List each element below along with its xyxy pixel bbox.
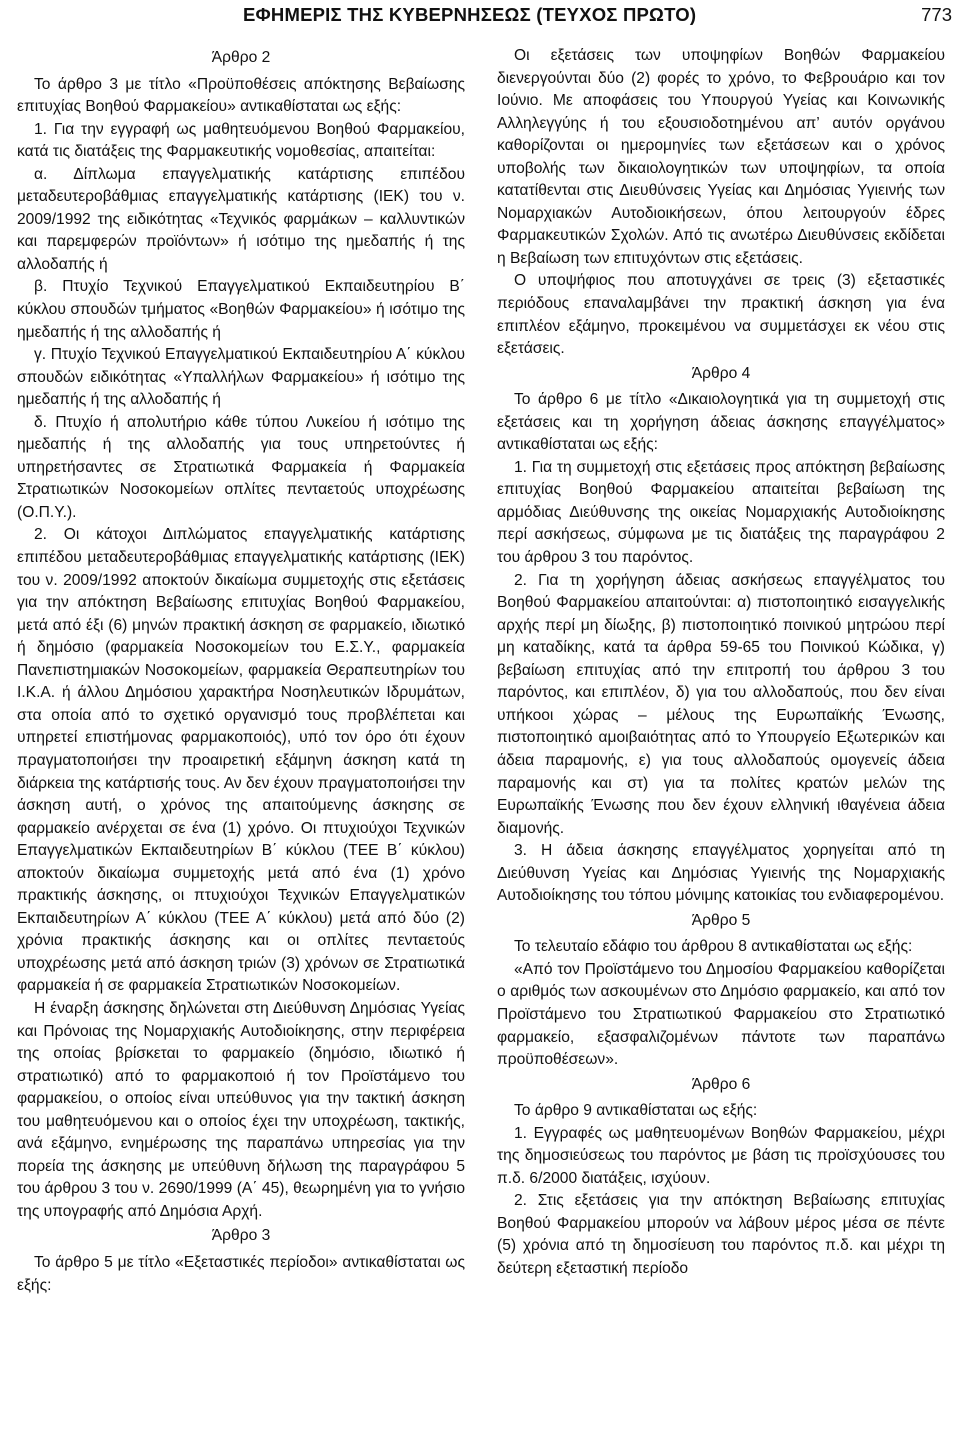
paragraph: Το άρθρο 9 αντικαθίσταται ως εξής: <box>514 1102 758 1120</box>
paragraph: Η έναρξη άσκησης δηλώνεται στη Διεύθυνση Δημόσιας Υγείας και Πρόνοιας της Νομαρχιακής Αυτοδιοίκησης, στην περιφέρεια της οποίας βρίσκεται το φαρμακείο (δημόσιο, ιδιωτικό ή στρατιωτικό) από το φαρμακοποιό ή τον Προϊστάμενο του φαρμακείου, ο οποίος είναι υπεύθυνος για την τακτική άσκηση του μαθητευόμενου και ο οποίος έχει την υποχρέωση, τακτικής, ανά εξάμηνο, ενημέρωσης της παραπάνω υπηρεσίας για την πορεία της άσκησης με υπεύθυνη δήλωση της παραγράφου 5 του άρθρου 3 του ν. 2690/1999 (Α΄ 45), θεωρημένη για το γνήσιο της υπογραφής από Δημόσια Αρχή. <box>17 999 465 1220</box>
right-column <box>497 45 945 1281</box>
paragraph: Το άρθρο 3 με τίτλο «Προϋποθέσεις απόκτησης Βεβαίωσης επιτυχίας Βοηθού Φαρμακείου» αντικαθίσταται ως εξής: <box>17 75 465 116</box>
paragraph: Το τελευταίο εδάφιο του άρθρου 8 αντικαθίσταται ως εξής: <box>514 938 913 956</box>
paragraph: 2. Οι κάτοχοι Διπλώματος επαγγελματικής κατάρτισης επιπέδου μεταδευτεροβάθμιας επαγγελματικής κατάρτισης (ΙΕΚ) του ν. 2009/1992 αποκτούν δικαίωμα συμμετοχής στις εξετάσεις για την απόκτηση Βεβαίωσης επιτυχίας Βοηθού Φαρμακείου, μετά από έξι (6) μηνών πρακτική άσκηση σε φαρμακείο, ιδιωτικό ή δημόσιο (φαρμακεία Νοσοκομείων του Ε.Σ.Υ., φαρμακεία Πανεπιστημιακών Νοσοκομείων, φαρμακεία Θεραπευτηρίων του Ι.Κ.Α. ή άλλου Δημόσιου χαρακτήρα Νοσηλευτικών Ιδρυμάτων, στα οποία από το σχετικό οργανισμό τους προβλέπεται και υπηρετεί επιστήμονας φαρμακοποιός), υπό τον όρο ότι έχουν πραγματοποιήσει την προαιρετική εξάμηνη άσκηση κατά τη διάρκεια της κατάρτισής τους. Αν δεν έχουν πραγματοποιήσει την άσκηση αυτή, ο χρόνος της απαιτούμενης άσκησης σε φαρμακείο ανέρχεται σε ένα (1) χρόνο. Οι πτυχιούχοι Τεχνικών Επαγγελματικών Εκπαιδευτηρίων Β΄ κύκλου (ΤΕΕ Β΄ κύκλου) αποκτούν δικαίωμα συμμετοχής μετά από ένα (1) χρόνο πρακτικής άσκησης, οι πτυχιούχοι Τεχνικών Επαγγελματικών Εκπαιδευτηρίων Α΄ κύκλου (ΤΕΕ Α΄ κύκλου) μετά από δύο (2) χρόνια πρακτικής άσκησης και οι οπλίτες πενταετούς υποχρέωσης μετά από άσκηση τριών (3) χρόνων σε Στρατιωτικά φαρμακεία ή σε φαρμακεία Στρατιωτικών Νοσοκομείων. <box>17 526 465 995</box>
paragraph: 2. Στις εξετάσεις για την απόκτηση Βεβαίωσης επιτυχίας Βοηθού Φαρμακείου μπορούν να λάβουν μέρος μέσα σε πέντε (5) χρόνια από τη δημοσίευση του παρόντος π.δ. και μέχρι τη δεύτερη εξεταστική περίοδο <box>497 1192 945 1277</box>
paragraph: 1. Για τη συμμετοχή στις εξετάσεις προς απόκτηση βεβαίωσης επιτυχίας Βοηθού Φαρμακείου απαιτείται βεβαίωση της αρμόδιας Διεύθυνσης της οικείας Νομαρχιακής Αυτοδιοίκησης περί ασκήσεως, σύμφωνα με τις διατάξεις της παραγράφου 2 του άρθρου 3 του παρόντος. <box>497 458 945 567</box>
paragraph: Οι εξετάσεις των υποψηφίων Βοηθών Φαρμακείου διενεργούνται δύο (2) φορές το χρόνο, το Φεβρουάριο και τον Ιούνιο. Με αποφάσεις του Υπουργού Υγείας και Κοινωνικής Αλληλεγγύης ή του εξουσιοδοτημένου απ’ αυτόν οργάνου καθορίζονται οι ημερομηνίες των εξετάσεων και ο χρόνος υποβολής των δικαιολογητικών των υποψηφίων, τα οποία κατατίθενται στις Διευθύνσεις Υγείας και Δημόσιας Υγιεινής των Νομαρχιακών Αυτοδιοικήσεων, όπου λειτουργούν έδρες Φαρμακευτικών Σχολών. Από τις ανωτέρω Διευθύνσεις εκδίδεται η Βεβαίωση των επιτυχόντων στις εξετάσεις. <box>497 47 945 267</box>
article-heading: Άρθρο 3 <box>211 1227 271 1245</box>
paragraph: α. Δίπλωμα επαγγελματικής κατάρτισης επιπέδου μεταδευτεροβάθμιας επαγγελματικής κατάρτισης (ΙΕΚ) του ν. 2009/1992 της ειδικότητας «Τεχνικός φαρμάκων – καλλυντικών και παρεμφερών προϊόντων» ή ισότιμο της ημεδαπής ή της αλλοδαπής ή <box>17 165 465 273</box>
paragraph: Το άρθρο 6 με τίτλο «Δικαιολογητικά για τη συμμετοχή στις εξετάσεις και τη χορήγηση άδειας άσκησης επαγγέλματος» αντικαθίσταται ως εξής: <box>497 391 945 454</box>
paragraph: Ο υποψήφιος που αποτυγχάνει σε τρεις (3) εξεταστικές περιόδους επαναλαμβάνει την πρακτική άσκηση για ένα επιπλέον εξάμηνο, προκειμένου να συμμετάσχει εκ νέου στις εξετάσεις. <box>497 272 945 358</box>
paragraph: δ. Πτυχίο ή απολυτήριο κάθε τύπου Λυκείου ή ισότιμο της ημεδαπής ή της αλλοδαπής για τους υπηρετούντες ή υπηρετήσαντες σε Στρατιωτικά Φαρμακεία ή Φαρμακεία Στρατιωτικών Νοσοκομείων οπλίτες πενταετούς υποχρέωσης (Ο.Π.Υ.). <box>17 413 465 521</box>
paragraph: Το άρθρο 5 με τίτλο «Εξεταστικές περίοδοι» αντικαθίσταται ως εξής: <box>17 1253 465 1294</box>
paragraph: «Από τον Προϊστάμενο του Δημοσίου Φαρμακείου καθορίζεται ο αριθμός των ασκουμένων στο Δημόσιο φαρμακείο, και από τον Προϊστάμενο του Στρατιωτικού Φαρμακείου στο Στρατιωτικό φαρμακείο, εξασφαλιζομένων πάντοτε των παραπάνω προϋποθέσεων». <box>497 960 945 1069</box>
paragraph: β. Πτυχίο Τεχνικού Επαγγελματικού Εκπαιδευτηρίου Β΄ κύκλου σπουδών τμήματος «Βοηθών Φαρμακείου» ή ισότιμο της ημεδαπής ή της αλλοδαπής ή <box>17 278 465 341</box>
article-heading: Άρθρο 4 <box>691 364 751 382</box>
gazette-title: ΕΦΗΜΕΡΙΣ ΤΗΣ ΚΥΒΕΡΝΗΣΕΩΣ (ΤΕΥΧΟΣ ΠΡΩΤΟ) <box>243 4 697 25</box>
page-number: 773 <box>921 4 952 25</box>
paragraph: 2. Για τη χορήγηση άδειας ασκήσεως επαγγέλματος του Βοηθού Φαρμακείου απαιτούνται: α) πιστοποιητικό εισαγγελικής αρχής περί μη δίωξης, β) πιστοποιητικό ποινικού μητρώου περί μη καταδίκης, κατά τα άρθρα 59-65 του Ποινικού Κώδικα, γ) βεβαίωση επιτυχίας από την επιτροπή του άρθρου 3 του παρόντος, και επιπλέον, δ) για του αλλοδαπούς, που δεν είναι υπήκοοι χώρας – μέλους της Ευρωπαϊκής Ένωσης, πιστοποιητικό αμοιβαιότητας από το Υπουργείο Εξωτερικών και άδεια παραμονής, ε) για τους αλλοδαπούς ομογενείς άδεια παραμονής και στ) για τα πολίτες κρατών μελών της Ευρωπαϊκής Ένωσης που δεν έχουν ελληνική ιθαγένεια άδεια διαμονής. <box>497 571 945 837</box>
article-heading: Άρθρο 6 <box>691 1075 751 1093</box>
page-header <box>0 0 960 36</box>
article-heading: Άρθρο 5 <box>691 911 751 929</box>
paragraph: 3. Η άδεια άσκησης επαγγέλματος χορηγείται από τη Διεύθυνση Υγείας και Δημόσιας Υγιεινής της Νομαρχιακής Αυτοδιοίκησης του τόπου μόνιμης κατοικίας του ενδιαφερομένου. <box>497 842 945 905</box>
article-heading: Άρθρο 2 <box>211 49 271 66</box>
paragraph: γ. Πτυχίο Τεχνικού Επαγγελματικού Εκπαιδευτηρίου Α΄ κύκλου σπουδών ειδικότητας «Υπαλλήλων Φαρμακείου» ή ισότιμο της ημεδαπής ή της αλλοδαπής ή <box>17 346 465 409</box>
left-column <box>17 45 465 1297</box>
paragraph: 1. Για την εγγραφή ως μαθητευόμενου Βοηθού Φαρμακείου, κατά τις διατάξεις της Φαρμακευτικής νομοθεσίας, απαιτείται: <box>17 120 465 161</box>
paragraph: 1. Εγγραφές ως μαθητευομένων Βοηθών Φαρμακείου, μέχρι της δημοσιεύσεως του παρόντος με βάση τις προϊσχύουσες του π.δ. 6/2000 διατάξεις, ισχύουν. <box>497 1124 945 1187</box>
